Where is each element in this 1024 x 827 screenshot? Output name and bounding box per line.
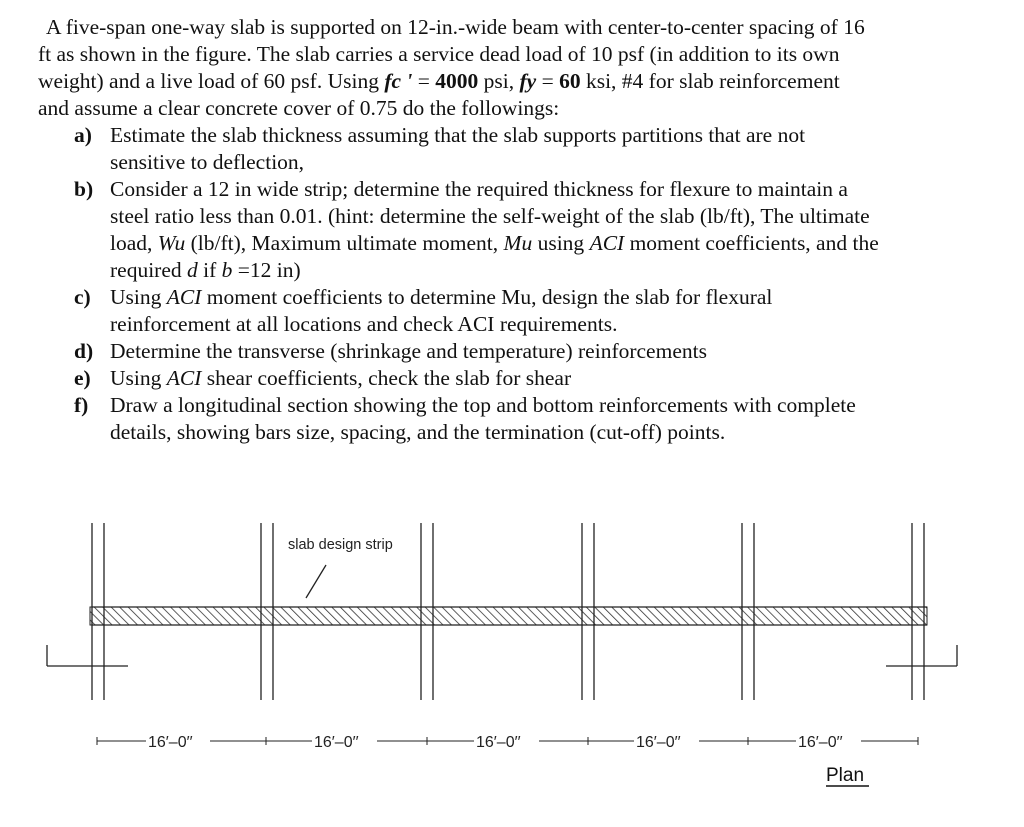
span-label-3: 16′–0′′ xyxy=(476,734,521,751)
span-label-4: 16′–0′′ xyxy=(636,734,681,751)
task-text: steel ratio less than 0.01. (hint: determine the self-weight of the slab (lb/ft), The ultimate xyxy=(110,204,870,228)
fy-symbol: fy xyxy=(519,69,537,93)
task-text: if xyxy=(197,258,222,282)
aci-text: ACI xyxy=(589,231,625,255)
equals-sign: = xyxy=(412,69,436,93)
task-text: (lb/ft), Maximum ultimate moment, xyxy=(185,231,504,255)
intro-line-1: A five-span one-way slab is supported on 12-in.-wide beam with center-to-center spacing of 16 xyxy=(46,15,865,39)
problem-statement xyxy=(38,14,968,446)
intro-line-3: weight) and a live load of 60 psf. Using xyxy=(38,69,385,93)
task-text: Draw a longitudinal section showing the top and bottom reinforcements with complete xyxy=(110,393,856,417)
fy-value: 60 xyxy=(559,69,581,93)
task-text: Estimate the slab thickness assuming that the slab supports partitions that are not xyxy=(110,123,806,147)
task-b xyxy=(38,176,968,284)
task-label: b) xyxy=(74,177,94,201)
task-f xyxy=(38,392,968,446)
strip-leader-line xyxy=(306,565,326,598)
task-text: Consider a 12 in wide strip; determine the required thickness for flexure to maintain a xyxy=(110,177,848,201)
task-list xyxy=(38,122,968,446)
psi-unit: psi, xyxy=(478,69,520,93)
task-label: f) xyxy=(74,393,89,417)
strip-label: slab design strip xyxy=(288,537,393,553)
task-text: =12 in) xyxy=(232,258,301,282)
task-text: moment coefficients, and the xyxy=(624,231,879,255)
aci-text: ACI xyxy=(166,285,202,309)
task-text: moment coefficients to determine Mu, design the slab for flexural xyxy=(201,285,773,309)
task-a xyxy=(38,122,968,176)
task-label: d) xyxy=(74,339,94,363)
task-text: using xyxy=(532,231,590,255)
task-text: Using xyxy=(110,285,167,309)
span-label-5: 16′–0′′ xyxy=(798,734,843,751)
intro-line-3-end: ksi, #4 for slab reinforcement xyxy=(580,69,840,93)
task-label: c) xyxy=(74,285,91,309)
aci-text: ACI xyxy=(166,366,202,390)
task-text: shear coefficients, check the slab for shear xyxy=(201,366,572,390)
task-c xyxy=(38,284,968,338)
b-symbol: b xyxy=(221,258,233,282)
problem-intro xyxy=(38,14,968,122)
intro-line-2: ft as shown in the figure. The slab carries a service dead load of 10 psf (in addition to its own xyxy=(38,42,840,66)
task-text: Determine the transverse (shrinkage and temperature) reinforcements xyxy=(110,339,707,363)
task-text: load, xyxy=(110,231,158,255)
task-text: reinforcement at all locations and check ACI requirements. xyxy=(110,312,618,336)
slab-plan-figure xyxy=(0,505,1024,805)
mu-symbol: Mu xyxy=(503,231,533,255)
task-label: e) xyxy=(74,366,91,390)
span-label-1: 16′–0′′ xyxy=(148,734,193,751)
d-symbol: d xyxy=(187,258,198,282)
task-label: a) xyxy=(74,123,92,147)
wu-symbol: Wu xyxy=(157,231,186,255)
fc-symbol: fc ' xyxy=(384,69,413,93)
slab-strip-hatch xyxy=(90,607,927,625)
equals-sign: = xyxy=(536,69,560,93)
intro-line-4: and assume a clear concrete cover of 0.75 do the followings: xyxy=(38,96,560,120)
task-text: details, showing bars size, spacing, and the termination (cut-off) points. xyxy=(110,420,726,444)
task-text: sensitive to deflection, xyxy=(110,150,305,174)
task-text: required xyxy=(110,258,188,282)
fc-value: 4000 xyxy=(435,69,479,93)
plan-title: Plan xyxy=(826,765,865,786)
task-text: Using xyxy=(110,366,167,390)
task-e xyxy=(38,365,968,392)
span-label-2: 16′–0′′ xyxy=(314,734,359,751)
task-d xyxy=(38,338,968,365)
